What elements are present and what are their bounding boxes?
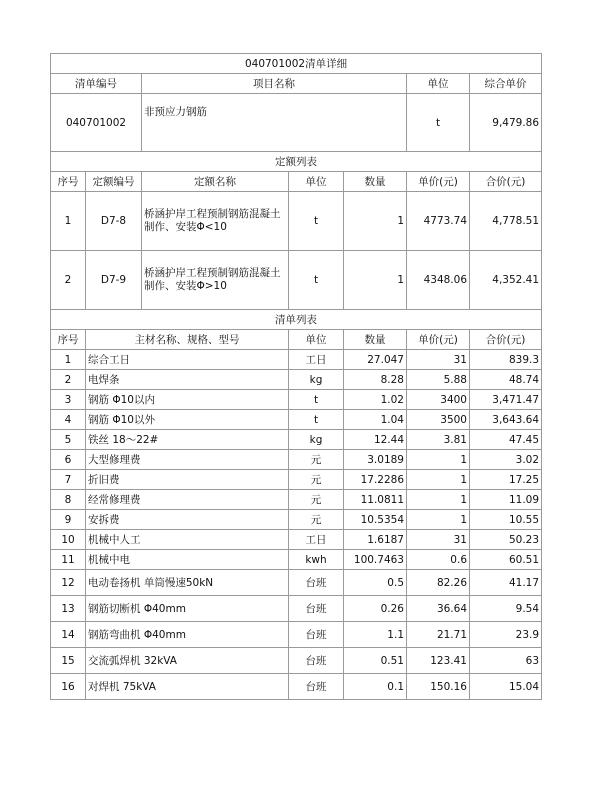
material-row [51, 430, 542, 450]
material-unit: 台班 [289, 674, 344, 700]
header-item-unit: 单位 [407, 74, 470, 94]
material-no: 4 [51, 410, 86, 430]
material-unit: kg [289, 370, 344, 390]
material-qty: 11.0811 [344, 490, 407, 510]
material-no: 11 [51, 550, 86, 570]
material-no: 1 [51, 350, 86, 370]
quota-header-unit: 单位 [289, 172, 344, 192]
material-total: 63 [470, 648, 542, 674]
material-name: 钢筋切断机 Φ40mm [86, 596, 289, 622]
material-total: 3.02 [470, 450, 542, 470]
material-qty: 0.26 [344, 596, 407, 622]
material-row [51, 510, 542, 530]
quota-header-total: 合价(元) [470, 172, 542, 192]
material-price: 82.26 [407, 570, 470, 596]
material-row [51, 530, 542, 550]
quota-unit: t [289, 192, 344, 251]
material-row [51, 648, 542, 674]
quota-row [51, 192, 542, 251]
quota-header-price: 单价(元) [407, 172, 470, 192]
material-name: 经常修理费 [86, 490, 289, 510]
material-name: 钢筋 Φ10以外 [86, 410, 289, 430]
material-no: 13 [51, 596, 86, 622]
material-name: 折旧费 [86, 470, 289, 490]
material-row [51, 622, 542, 648]
material-row [51, 450, 542, 470]
quota-qty: 1 [344, 251, 407, 310]
material-no: 10 [51, 530, 86, 550]
material-qty: 12.44 [344, 430, 407, 450]
quota-qty: 1 [344, 192, 407, 251]
material-total: 17.25 [470, 470, 542, 490]
material-name: 钢筋弯曲机 Φ40mm [86, 622, 289, 648]
material-section-title: 清单列表 [51, 310, 542, 330]
quota-header-no: 序号 [51, 172, 86, 192]
material-row [51, 350, 542, 370]
material-total: 9.54 [470, 596, 542, 622]
material-price: 31 [407, 350, 470, 370]
material-no: 8 [51, 490, 86, 510]
material-unit: 台班 [289, 622, 344, 648]
material-unit: 台班 [289, 596, 344, 622]
material-unit: 元 [289, 510, 344, 530]
material-price: 3500 [407, 410, 470, 430]
material-name: 大型修理费 [86, 450, 289, 470]
material-row [51, 410, 542, 430]
material-name: 综合工日 [86, 350, 289, 370]
material-qty: 27.047 [344, 350, 407, 370]
item-code: 040701002 [51, 94, 142, 152]
material-total: 15.04 [470, 674, 542, 700]
material-unit: 元 [289, 490, 344, 510]
material-header-price: 单价(元) [407, 330, 470, 350]
item-name: 非预应力钢筋 [142, 94, 407, 152]
quota-price: 4348.06 [407, 251, 470, 310]
material-unit: 元 [289, 450, 344, 470]
material-total: 50.23 [470, 530, 542, 550]
material-header-unit: 单位 [289, 330, 344, 350]
quota-no: 1 [51, 192, 86, 251]
material-name: 对焊机 75kVA [86, 674, 289, 700]
material-qty: 10.5354 [344, 510, 407, 530]
material-qty: 0.51 [344, 648, 407, 674]
material-total: 47.45 [470, 430, 542, 450]
material-price: 0.6 [407, 550, 470, 570]
material-name: 电焊条 [86, 370, 289, 390]
material-header-total: 合价(元) [470, 330, 542, 350]
material-unit: kg [289, 430, 344, 450]
quota-price: 4773.74 [407, 192, 470, 251]
material-qty: 1.04 [344, 410, 407, 430]
quota-code: D7-9 [86, 251, 142, 310]
material-total: 41.17 [470, 570, 542, 596]
material-name: 铁丝 18～22# [86, 430, 289, 450]
header-item-name: 项目名称 [142, 74, 407, 94]
quota-code: D7-8 [86, 192, 142, 251]
material-qty: 1.6187 [344, 530, 407, 550]
material-unit: 工日 [289, 530, 344, 550]
material-no: 5 [51, 430, 86, 450]
material-total: 60.51 [470, 550, 542, 570]
material-unit: 元 [289, 470, 344, 490]
material-name: 机械中人工 [86, 530, 289, 550]
material-row [51, 550, 542, 570]
material-name: 钢筋 Φ10以内 [86, 390, 289, 410]
material-price: 1 [407, 450, 470, 470]
material-price: 3400 [407, 390, 470, 410]
material-name: 交流弧焊机 32kVA [86, 648, 289, 674]
material-qty: 3.0189 [344, 450, 407, 470]
material-no: 14 [51, 622, 86, 648]
material-total: 23.9 [470, 622, 542, 648]
material-price: 31 [407, 530, 470, 550]
quota-section-title: 定额列表 [51, 152, 542, 172]
material-price: 3.81 [407, 430, 470, 450]
quota-no: 2 [51, 251, 86, 310]
material-total: 839.3 [470, 350, 542, 370]
quota-name: 桥涵护岸工程预制钢筋混凝土制作、安装Φ<10 [142, 192, 289, 251]
material-qty: 17.2286 [344, 470, 407, 490]
material-unit: 台班 [289, 570, 344, 596]
material-price: 123.41 [407, 648, 470, 674]
quota-row [51, 251, 542, 310]
material-header-qty: 数量 [344, 330, 407, 350]
material-name: 机械中电 [86, 550, 289, 570]
material-row [51, 470, 542, 490]
material-name: 电动卷扬机 单筒慢速50kN [86, 570, 289, 596]
material-qty: 0.1 [344, 674, 407, 700]
material-price: 36.64 [407, 596, 470, 622]
material-total: 11.09 [470, 490, 542, 510]
material-unit: kwh [289, 550, 344, 570]
material-row [51, 370, 542, 390]
material-no: 6 [51, 450, 86, 470]
material-row [51, 570, 542, 596]
material-header-no: 序号 [51, 330, 86, 350]
material-row [51, 596, 542, 622]
material-no: 16 [51, 674, 86, 700]
quota-total: 4,778.51 [470, 192, 542, 251]
material-no: 9 [51, 510, 86, 530]
material-price: 21.71 [407, 622, 470, 648]
quota-header-qty: 数量 [344, 172, 407, 192]
bill-detail-table [50, 53, 542, 700]
quota-total: 4,352.41 [470, 251, 542, 310]
material-total: 3,471.47 [470, 390, 542, 410]
material-no: 12 [51, 570, 86, 596]
item-unit: t [407, 94, 470, 152]
material-qty: 8.28 [344, 370, 407, 390]
quota-header-name: 定额名称 [142, 172, 289, 192]
material-total: 10.55 [470, 510, 542, 530]
material-price: 150.16 [407, 674, 470, 700]
material-price: 1 [407, 470, 470, 490]
material-no: 2 [51, 370, 86, 390]
material-price: 5.88 [407, 370, 470, 390]
header-item-price: 综合单价 [470, 74, 542, 94]
material-row [51, 490, 542, 510]
material-unit: 工日 [289, 350, 344, 370]
quota-header-code: 定额编号 [86, 172, 142, 192]
material-no: 7 [51, 470, 86, 490]
material-total: 48.74 [470, 370, 542, 390]
header-item-code: 清单编号 [51, 74, 142, 94]
material-qty: 1.1 [344, 622, 407, 648]
material-no: 15 [51, 648, 86, 674]
material-unit: t [289, 410, 344, 430]
table-title: 040701002清单详细 [51, 54, 542, 74]
material-row [51, 674, 542, 700]
material-unit: 台班 [289, 648, 344, 674]
material-qty: 1.02 [344, 390, 407, 410]
item-price: 9,479.86 [470, 94, 542, 152]
material-no: 3 [51, 390, 86, 410]
material-price: 1 [407, 510, 470, 530]
material-header-name: 主材名称、规格、型号 [86, 330, 289, 350]
material-qty: 0.5 [344, 570, 407, 596]
material-name: 安拆费 [86, 510, 289, 530]
material-price: 1 [407, 490, 470, 510]
quota-name: 桥涵护岸工程预制钢筋混凝土制作、安装Φ>10 [142, 251, 289, 310]
material-row [51, 390, 542, 410]
material-unit: t [289, 390, 344, 410]
material-qty: 100.7463 [344, 550, 407, 570]
quota-unit: t [289, 251, 344, 310]
material-total: 3,643.64 [470, 410, 542, 430]
